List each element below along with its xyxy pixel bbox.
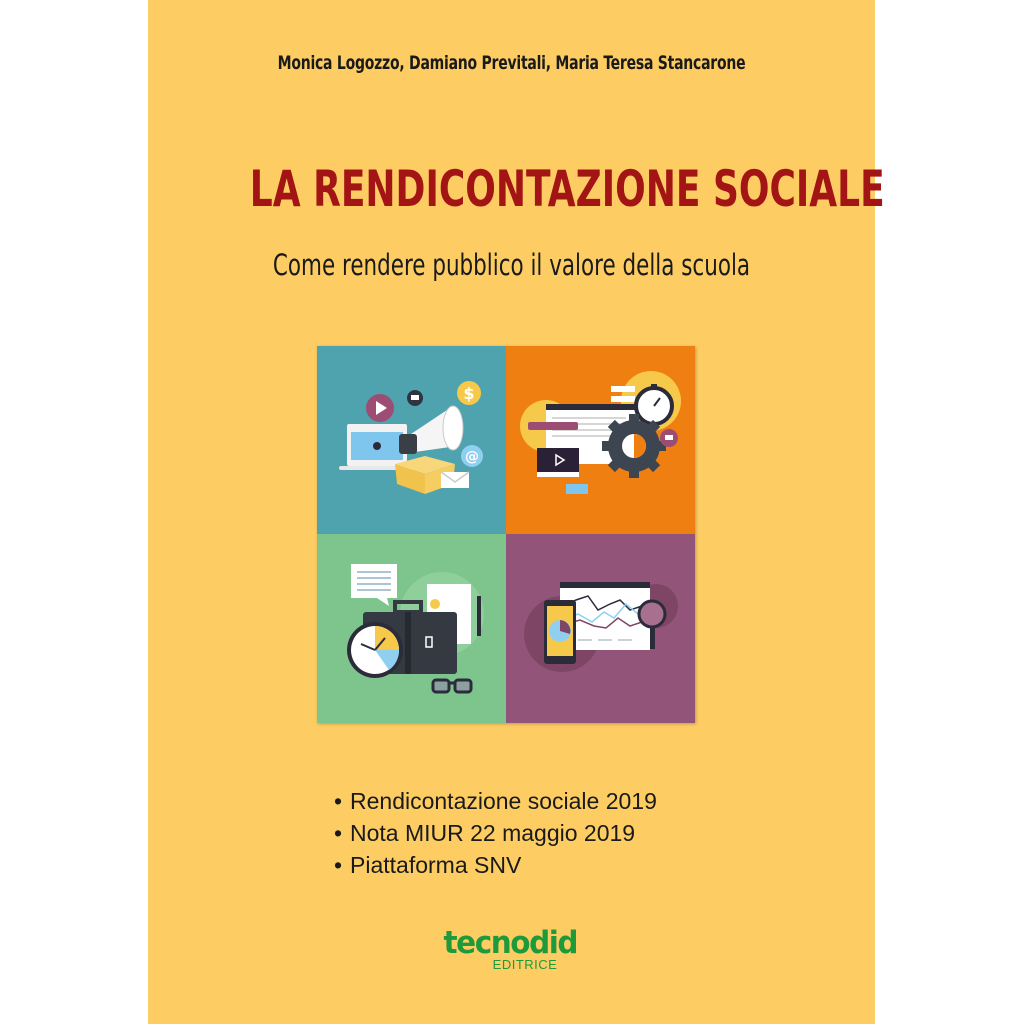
book-title: LA RENDICONTAZIONE SOCIALE: [249, 160, 885, 218]
megaphone-icon: [317, 346, 506, 534]
illustration-business: [317, 534, 506, 723]
publisher-subtitle: EDITRICE: [492, 957, 558, 972]
illustration-optimization: [506, 346, 695, 534]
book-subtitle: Come rendere pubblico il valore della scuola: [272, 248, 751, 282]
list-item: • Rendicontazione sociale 2019: [334, 785, 657, 817]
cover-illustration: [317, 346, 695, 723]
svg-text:$: $: [463, 384, 475, 403]
list-item: • Nota MIUR 22 maggio 2019: [334, 817, 657, 849]
authors: Monica Logozzo, Damiano Previtali, Maria Teresa Stancarone: [277, 52, 746, 74]
gear-icon: [506, 346, 695, 534]
svg-text:@: @: [465, 449, 479, 465]
feature-list: [334, 785, 657, 881]
illustration-marketing: [317, 346, 506, 534]
briefcase-icon: [317, 534, 506, 723]
list-item: • Piattaforma SNV: [334, 849, 657, 881]
publisher-logo: [440, 925, 580, 972]
book-cover: [148, 0, 885, 1024]
illustration-analytics: [506, 534, 695, 723]
line-chart-window-icon: [506, 534, 695, 723]
publisher-name: tecnodid: [443, 925, 578, 961]
